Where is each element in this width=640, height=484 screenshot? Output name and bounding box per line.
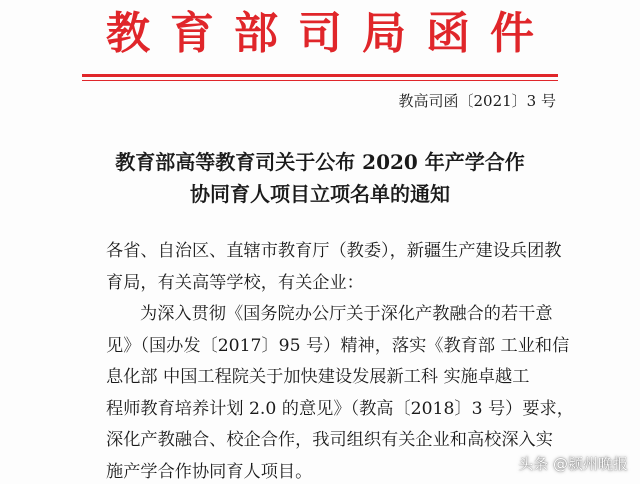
body-line-5: 息化部 中国工程院关于加快建设发展新工科 实施卓越工 [106, 367, 530, 387]
body-line-3: 为深入贯彻《国务院办公厅关于深化产教融合的若干意 [140, 304, 553, 324]
body-line-4: 见》（国办发〔2017〕95 号）精神，落实《教育部 工业和信 [106, 335, 570, 356]
body-line-7: 深化产教融合、校企合作，我司组织有关企业和高校深入实 [106, 430, 553, 450]
title-line-1: 教育部高等教育司关于公布 2020 年产学合作 [115, 150, 525, 174]
letterhead-title: 教育部司局函件 [106, 8, 554, 59]
source-watermark: 头条 @颍州晚报 [518, 455, 628, 473]
title-line-2: 协同育人项目立项名单的通知 [190, 182, 450, 206]
body-line-1: 各省、自治区、直辖市教育厅（教委），新疆生产建设兵团教 [106, 241, 562, 261]
letterhead-rule-thick [82, 74, 558, 77]
body-line-6: 程师教育培养计划 2.0 的意见》（教高〔2018〕3 号）要求， [106, 398, 574, 419]
body-line-8: 施产学合作协同育人项目。 [106, 461, 313, 482]
document-title [0, 146, 640, 210]
body-line-2: 育局，有关高等学校，有关企业： [106, 272, 364, 293]
letterhead-rule-thin [82, 80, 558, 81]
document-number: 教高司函〔2021〕3 号 [398, 92, 556, 110]
